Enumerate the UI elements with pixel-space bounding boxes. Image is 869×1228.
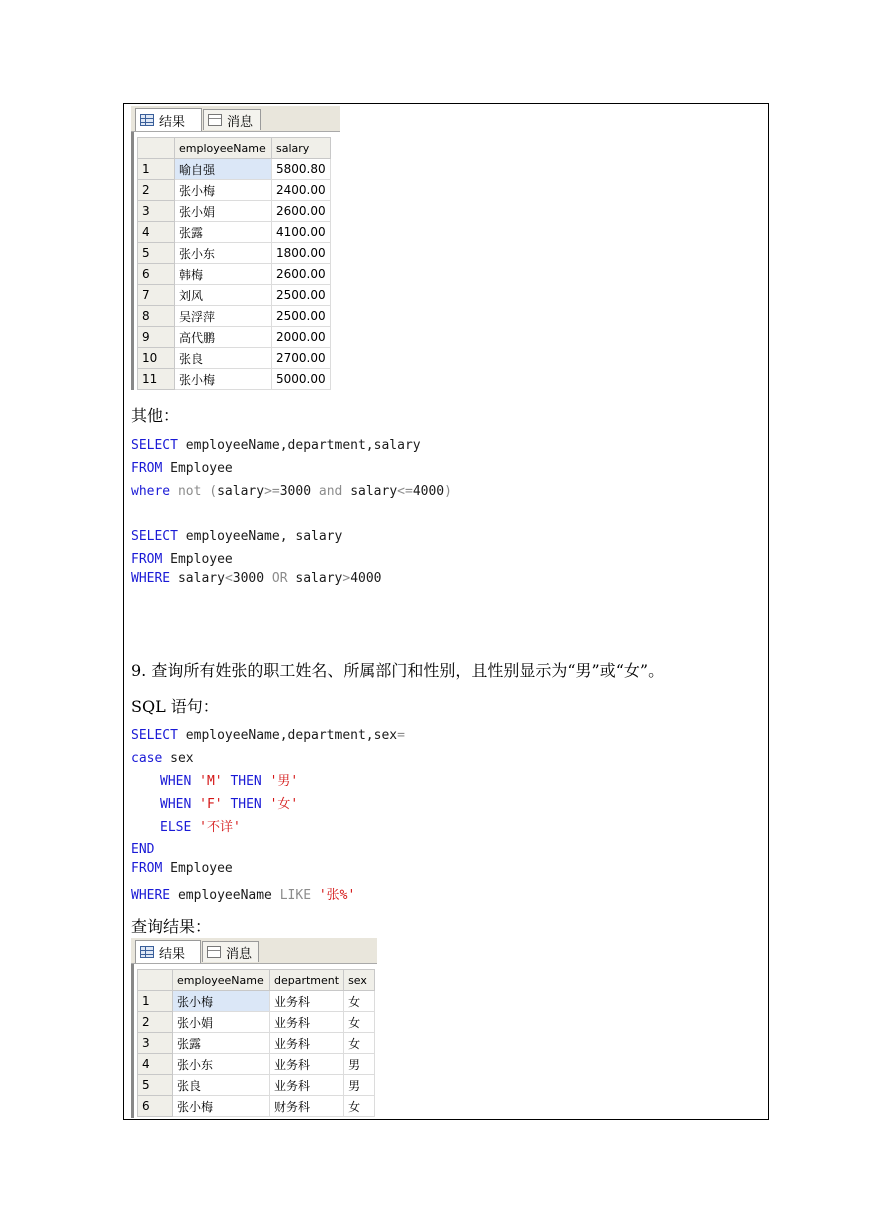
header-row: [138, 970, 375, 991]
table-row[interactable]: [138, 1054, 375, 1075]
table-cell[interactable]: 喻自强: [175, 159, 272, 180]
sql-operator: <: [224, 571, 233, 586]
row-number[interactable]: 9: [138, 327, 175, 348]
sql-text: employeeName: [170, 888, 280, 903]
table-row[interactable]: [138, 1033, 375, 1054]
sql-code-1-line2: [131, 461, 233, 477]
table-cell[interactable]: 女: [344, 1033, 375, 1054]
table-row[interactable]: [138, 348, 331, 369]
table-cell[interactable]: 男: [344, 1054, 375, 1075]
sql-text: employeeName,department,sex: [177, 728, 398, 743]
sql-text: 3000: [279, 484, 312, 499]
table-row[interactable]: [138, 306, 331, 327]
sql-string: 'M': [191, 774, 231, 789]
header-row: [138, 138, 331, 159]
tab-results[interactable]: [135, 108, 202, 131]
sql-keyword: FROM: [131, 552, 163, 567]
sql-text: salary: [217, 484, 265, 499]
table-cell[interactable]: 吴浮萍: [175, 306, 272, 327]
sql-string: '不详': [191, 820, 241, 835]
row-number[interactable]: 11: [138, 369, 175, 390]
sql-keyword: WHEN: [160, 797, 192, 812]
sql-keyword: ELSE: [160, 820, 192, 835]
table-cell[interactable]: 女: [344, 1012, 375, 1033]
sql-code-3-line6: [131, 842, 154, 858]
sql-keyword: FROM: [131, 461, 163, 476]
sql-keyword: SELECT: [131, 728, 178, 743]
tab-messages[interactable]: [202, 941, 259, 962]
table-cell[interactable]: 2400.00: [272, 180, 331, 201]
table-cell[interactable]: 张小东: [175, 243, 272, 264]
sql-keyword: WHERE: [131, 888, 171, 903]
sql-text: sex: [162, 751, 194, 766]
table-cell[interactable]: 张小梅: [173, 1096, 270, 1117]
table-cell[interactable]: 5000.00: [272, 369, 331, 390]
table-cell[interactable]: 高代鹏: [175, 327, 272, 348]
sql-code-3-line4: [160, 797, 298, 813]
results-tabbar: [131, 106, 340, 132]
message-icon: [208, 114, 222, 126]
corner-cell: [138, 970, 173, 991]
row-number[interactable]: 4: [138, 1054, 173, 1075]
row-number[interactable]: 1: [138, 159, 175, 180]
sql-keyword: END: [131, 842, 155, 857]
table-cell[interactable]: 张小梅: [175, 180, 272, 201]
sql-string: '女': [261, 797, 299, 812]
sql-label: SQL 语句：: [131, 697, 219, 716]
table-cell[interactable]: 女: [344, 991, 375, 1012]
row-number[interactable]: 7: [138, 285, 175, 306]
table-cell[interactable]: 业务科: [270, 1012, 344, 1033]
sql-keyword: FROM: [131, 861, 163, 876]
tab-messages[interactable]: [203, 109, 261, 130]
tab-messages-label: 消息: [226, 946, 253, 962]
sql-keyword: SELECT: [131, 438, 178, 453]
tab-results-label: 结果: [159, 946, 186, 962]
row-number[interactable]: 5: [138, 1075, 173, 1096]
sql-text: employeeName, salary: [177, 529, 343, 544]
sql-code-3: [131, 728, 405, 744]
table-cell[interactable]: 业务科: [270, 1033, 344, 1054]
tab-messages-label: 消息: [227, 114, 254, 130]
grid-icon: [140, 114, 154, 126]
table-cell[interactable]: 业务科: [270, 1054, 344, 1075]
table-row[interactable]: [138, 264, 331, 285]
table-cell[interactable]: 女: [344, 1096, 375, 1117]
row-number[interactable]: 8: [138, 306, 175, 327]
table-cell[interactable]: 男: [344, 1075, 375, 1096]
row-number[interactable]: 5: [138, 243, 175, 264]
table-cell[interactable]: 刘风: [175, 285, 272, 306]
sql-operator: OR: [271, 571, 288, 586]
table-cell[interactable]: 2500.00: [272, 285, 331, 306]
table-cell[interactable]: 张良: [175, 348, 272, 369]
result-label: 查询结果：: [131, 917, 212, 936]
sql-operator: and: [311, 484, 351, 499]
grid-icon: [140, 946, 154, 958]
question-9: 9. 查询所有姓张的职工姓名、所属部门和性别，且性别显示为“男”或“女”。: [131, 661, 665, 680]
sql-text: salary: [350, 484, 398, 499]
sql-operator: not: [170, 484, 210, 499]
sql-code-3-line7: [131, 861, 233, 877]
sql-code-1-line3: [131, 484, 452, 500]
table-cell[interactable]: 2500.00: [272, 306, 331, 327]
tab-results[interactable]: [135, 940, 201, 963]
sql-text: 3000: [232, 571, 272, 586]
tab-results-label: 结果: [159, 114, 186, 130]
results-grid-1: [131, 106, 340, 390]
table-cell[interactable]: 2700.00: [272, 348, 331, 369]
sql-text: 4000: [412, 484, 445, 499]
table-row[interactable]: [138, 201, 331, 222]
sql-keyword: SELECT: [131, 529, 178, 544]
sql-operator: ): [444, 484, 452, 499]
sql-text: salary: [170, 571, 225, 586]
table-row[interactable]: [138, 285, 331, 306]
sql-operator: <=: [397, 484, 413, 499]
table-row[interactable]: [138, 369, 331, 390]
table-row[interactable]: [138, 1096, 375, 1117]
grid-border: [131, 964, 134, 1118]
grid-border: [131, 132, 134, 390]
col-header[interactable]: employeeName: [175, 138, 272, 159]
row-number[interactable]: 6: [138, 1096, 173, 1117]
sql-string: '男': [261, 774, 299, 789]
row-number[interactable]: 3: [138, 1033, 173, 1054]
table-cell[interactable]: 张良: [173, 1075, 270, 1096]
other-label: 其他：: [131, 406, 180, 425]
table-row[interactable]: [138, 222, 331, 243]
sql-operator: >=: [264, 484, 280, 499]
table-row[interactable]: [138, 159, 331, 180]
sql-operator: >: [342, 571, 351, 586]
results-tabbar: [131, 938, 377, 964]
sql-code-3-line5: [160, 820, 241, 836]
table-cell[interactable]: 张露: [175, 222, 272, 243]
table-cell[interactable]: 2000.00: [272, 327, 331, 348]
table-row[interactable]: [138, 1012, 375, 1033]
corner-cell: [138, 138, 175, 159]
sql-code-2: [131, 529, 342, 545]
row-number[interactable]: 6: [138, 264, 175, 285]
sql-string: '张%': [311, 888, 356, 903]
sql-text: salary: [287, 571, 343, 586]
col-header[interactable]: employeeName: [173, 970, 270, 991]
sql-keyword: WHERE: [131, 571, 171, 586]
table-cell[interactable]: 1800.00: [272, 243, 331, 264]
results-table-2: [137, 969, 375, 1117]
sql-code-3-line3: [160, 774, 298, 790]
row-number[interactable]: 4: [138, 222, 175, 243]
table-cell[interactable]: 张小东: [173, 1054, 270, 1075]
table-cell[interactable]: 张小梅: [173, 991, 270, 1012]
message-icon: [207, 946, 221, 958]
sql-code-3-line8: [131, 888, 355, 904]
sql-text: Employee: [162, 461, 233, 476]
row-number[interactable]: 3: [138, 201, 175, 222]
table-cell[interactable]: 张小娟: [173, 1012, 270, 1033]
table-cell[interactable]: 业务科: [270, 991, 344, 1012]
table-cell[interactable]: 张小娟: [175, 201, 272, 222]
table-cell[interactable]: 韩梅: [175, 264, 272, 285]
table-cell[interactable]: 5800.80: [272, 159, 331, 180]
col-header[interactable]: salary: [272, 138, 331, 159]
row-number[interactable]: 1: [138, 991, 173, 1012]
sql-keyword: THEN: [230, 797, 262, 812]
table-row[interactable]: [138, 991, 375, 1012]
sql-code-2-line3: [131, 571, 382, 587]
row-number[interactable]: 2: [138, 180, 175, 201]
table-cell[interactable]: 2600.00: [272, 264, 331, 285]
table-cell[interactable]: 2600.00: [272, 201, 331, 222]
table-cell[interactable]: 财务科: [270, 1096, 344, 1117]
sql-text: 4000: [350, 571, 382, 586]
sql-keyword: WHEN: [160, 774, 192, 789]
col-header[interactable]: sex: [344, 970, 375, 991]
sql-code-1: [131, 438, 421, 454]
sql-operator: LIKE: [279, 888, 312, 903]
row-number[interactable]: 2: [138, 1012, 173, 1033]
sql-string: 'F': [191, 797, 231, 812]
table-cell[interactable]: 业务科: [270, 1075, 344, 1096]
row-number[interactable]: 10: [138, 348, 175, 369]
table-row[interactable]: [138, 243, 331, 264]
table-row[interactable]: [138, 180, 331, 201]
results-grid-2: [131, 938, 377, 1118]
table-cell[interactable]: 张露: [173, 1033, 270, 1054]
results-table-1: [137, 137, 331, 390]
sql-operator: (: [209, 484, 218, 499]
table-cell[interactable]: 张小梅: [175, 369, 272, 390]
table-row[interactable]: [138, 327, 331, 348]
table-row[interactable]: [138, 1075, 375, 1096]
sql-text: Employee: [162, 861, 233, 876]
col-header[interactable]: department: [270, 970, 344, 991]
sql-keyword: case: [131, 751, 163, 766]
sql-operator: =: [397, 728, 405, 743]
table-cell[interactable]: 4100.00: [272, 222, 331, 243]
sql-text: Employee: [162, 552, 233, 567]
sql-keyword: where: [131, 484, 171, 499]
sql-code-2-line2: [131, 552, 233, 568]
sql-code-3-line2: [131, 751, 194, 767]
sql-text: employeeName,department,salary: [177, 438, 421, 453]
sql-keyword: THEN: [230, 774, 262, 789]
